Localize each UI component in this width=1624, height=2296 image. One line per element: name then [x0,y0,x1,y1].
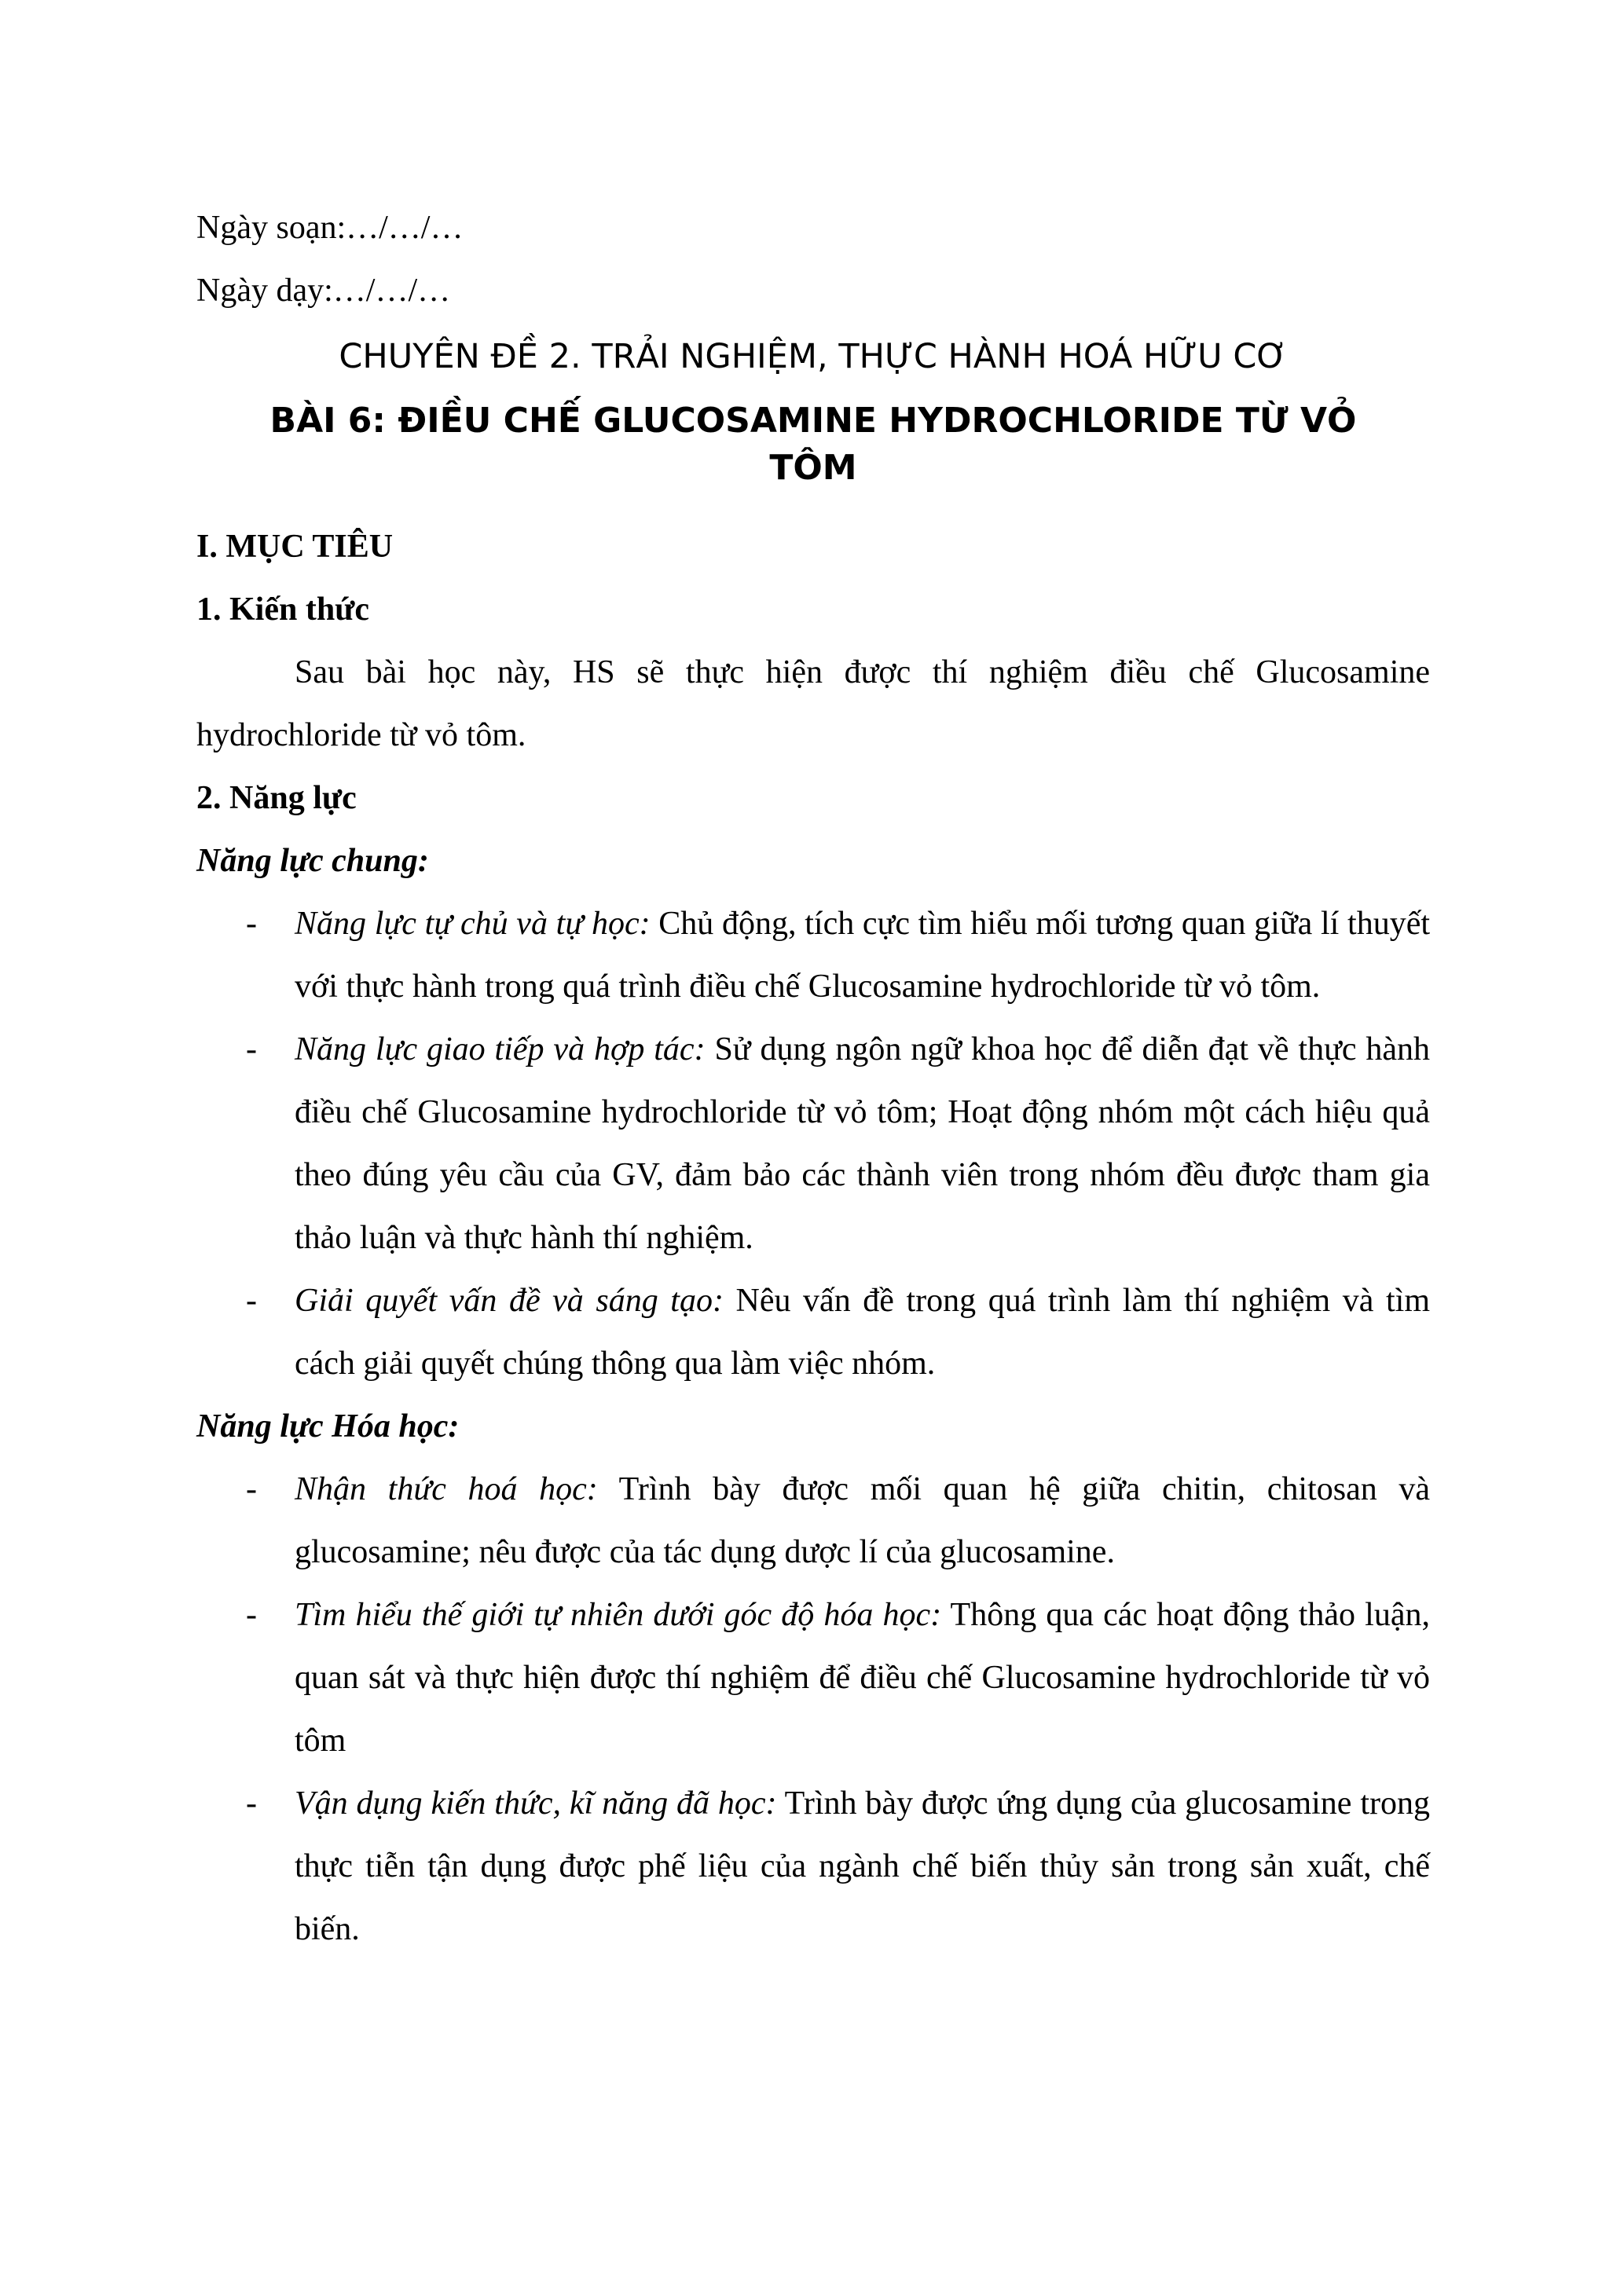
ngay-day: Ngày dạy:…/…/… [196,273,451,309]
item-lead: Nhận thức hoá học: [295,1471,598,1507]
list-item [196,1018,1430,1269]
item-text: Trình bày được ứng dụng của glucosamine trong thực tiễn tận dụng được phế liệu của ngành chế biến thủy sản trong sản xuất, chế biến. [295,1785,1431,1947]
document-body [196,196,1430,1961]
list-item [196,1772,1430,1961]
nang-luc-chung-list [196,892,1430,1395]
bullet-dash: - [246,1471,257,1507]
section-heading-muc-tieu: I. MỤC TIÊU [196,529,394,565]
list-item [196,1458,1430,1584]
nang-luc-hoa-hoc-heading: Năng lực Hóa học: [196,1408,460,1445]
bullet-dash: - [246,1597,257,1633]
bullet-dash: - [246,906,257,942]
ngay-soan: Ngày soạn:…/…/… [196,210,464,246]
item-text: Nêu vấn đề trong quá trình làm thí nghiệm và tìm cách giải quyết chúng thông qua làm việc nhóm. [295,1283,1431,1382]
kien-thuc-paragraph: Sau bài học này, HS sẽ thực hiện được thí nghiệm điều chế Glucosamine hydrochloride từ vỏ tôm. [196,654,1430,753]
list-item [196,892,1430,1018]
lesson-title: BÀI 6: ĐIỀU CHẾ GLUCOSAMINE HYDROCHLORIDE TỪ VỎ TÔM [269,401,1357,488]
subheading-kien-thuc: 1. Kiến thức [196,591,370,628]
bullet-dash: - [246,1031,257,1067]
bullet-dash: - [246,1283,257,1319]
item-lead: Vận dụng kiến thức, kĩ năng đã học: [295,1785,777,1822]
nang-luc-hoa-hoc-list [196,1458,1430,1961]
list-item [196,1269,1430,1395]
item-lead: Năng lực tự chủ và tự học: [295,906,651,942]
item-text: Thông qua các hoạt động thảo luận, quan sát và thực hiện được thí nghiệm để điều chế Glucosamine hydrochloride từ vỏ tôm [295,1597,1430,1759]
item-lead: Tìm hiểu thế giới tự nhiên dưới góc độ hóa học: [295,1597,942,1633]
item-lead: Giải quyết vấn đề và sáng tạo: [295,1283,724,1319]
bullet-dash: - [246,1785,257,1822]
subheading-nang-luc: 2. Năng lực [196,780,357,816]
list-item [196,1584,1430,1772]
nang-luc-chung-heading: Năng lực chung: [196,843,429,879]
item-text: Trình bày được mối quan hệ giữa chitin, chitosan và glucosamine; nêu được của tác dụng dược lí của glucosamine. [295,1471,1430,1570]
item-text: Chủ động, tích cực tìm hiểu mối tương quan giữa lí thuyết với thực hành trong quá trình điều chế Glucosamine hydrochloride từ vỏ tôm. [295,906,1431,1005]
item-text: Sử dụng ngôn ngữ khoa học để diễn đạt về thực hành điều chế Glucosamine hydrochloride từ vỏ tôm; Hoạt động nhóm một cách hiệu quả theo đúng yêu cầu của GV, đảm bảo các thành viên trong nhóm đều được tham gia thảo luận và thực hành thí nghiệm. [295,1031,1430,1256]
chuyen-de-title: CHUYÊN ĐỀ 2. TRẢI NGHIỆM, THỰC HÀNH HOÁ HỮU CƠ [339,337,1288,376]
item-lead: Năng lực giao tiếp và hợp tác: [295,1031,706,1067]
